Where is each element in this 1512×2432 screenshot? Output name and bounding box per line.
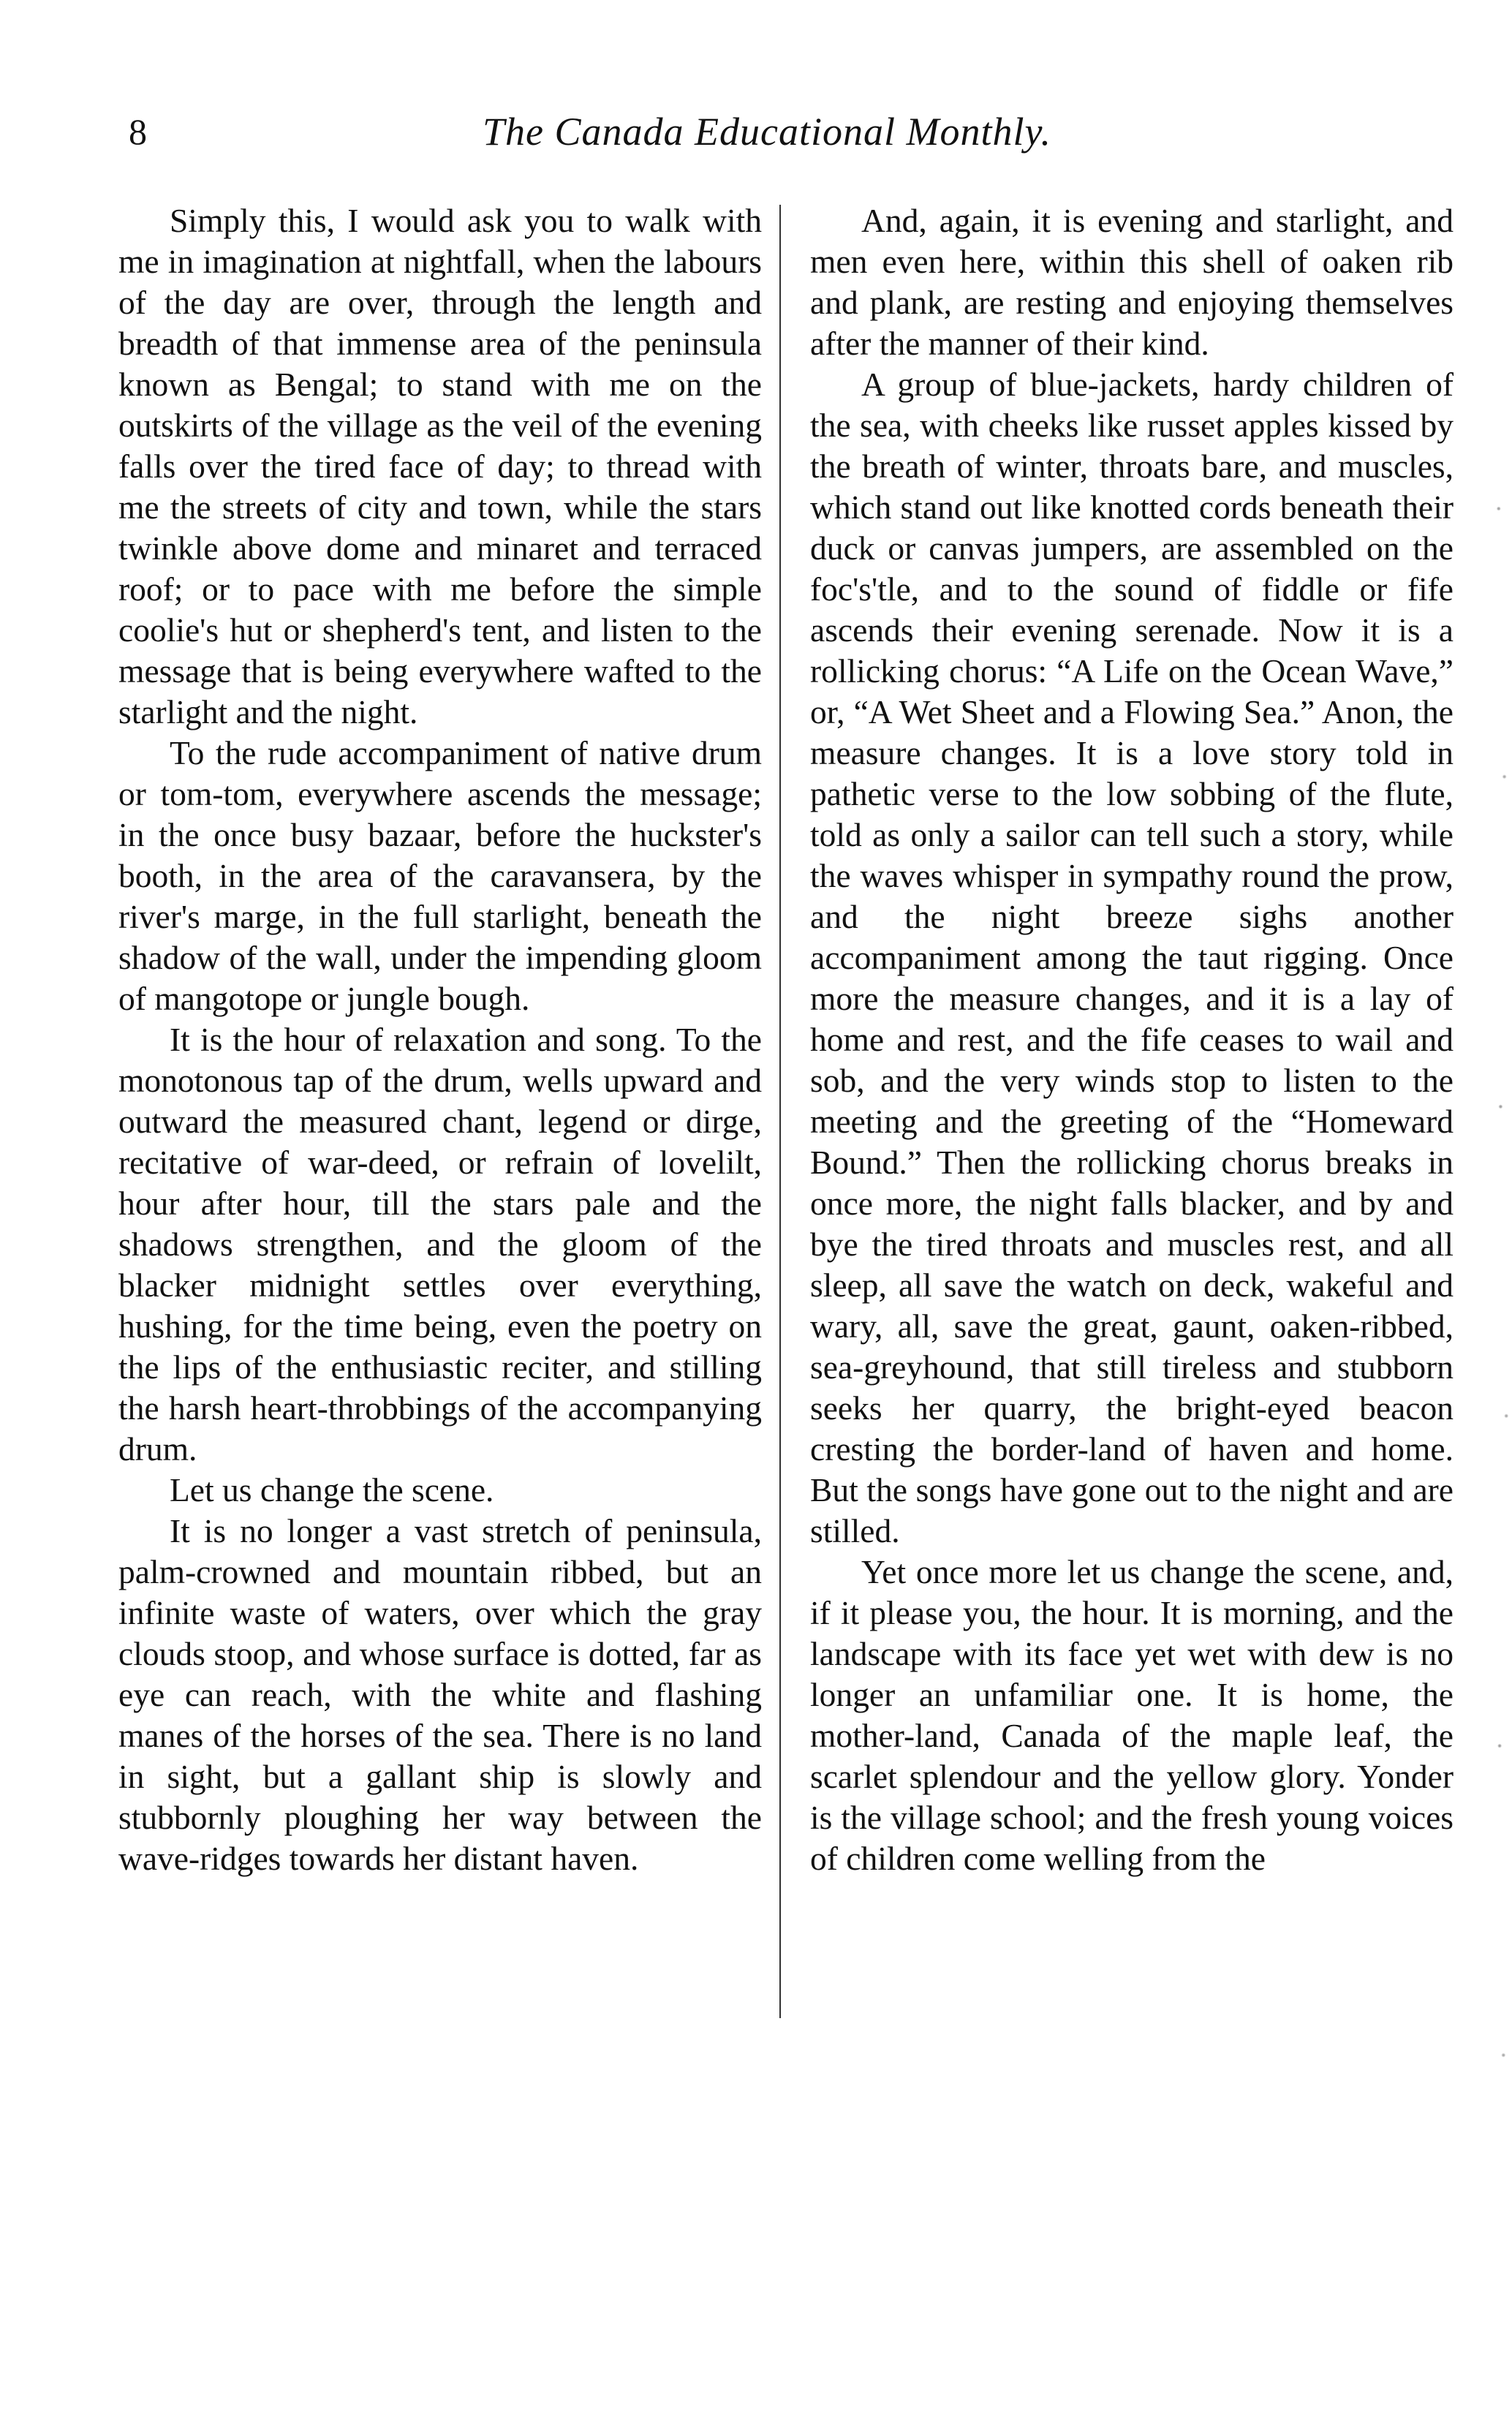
paragraph: Yet once more let us change the scene, and, if it please you, the hour. It is morning, and the landscape with its face yet wet with dew is no longer an unfamiliar one. It is home, the mother-land, Canada of the maple leaf, the scarlet splendour and the yellow glory. Yonder is the village school; and the fresh young voices of children come welling from the [810, 1553, 1454, 1877]
paragraph: A group of blue-jackets, hardy children of the sea, with cheeks like russet apples kissed by the breath of winter, throats bare, and muscles, which stand out like knotted cords beneath their duck or canvas jumpers, are assembled on the foc's'tle, and to the sound of fiddle or fife ascends their evening serenade. Now it is a rollicking chorus: “A Life on the Ocean Wave,” or, “A Wet Sheet and a Flowing Sea.” Anon, the measure changes. It is a love story told in pathetic verse to the low sobbing of the flute, told as only a sailor can tell such a story, while the waves whisper in sympathy round the prow, and the night breeze sighs another accompaniment among the taut rigging. Once more the measure changes, and it is a lay of home and rest, and the fife ceases to wail and sob, and the very winds stop to listen to the meeting and the greeting of the “Homeward Bound.” Then the rollicking chorus breaks in once more, the night falls blacker, and by and bye the tired throats and muscles rest, and all sleep, all save the watch on deck, wakeful and wary, all, save the great, gaunt, oaken-ribbed, sea-greyhound, that still tireless and stubborn seeks her quarry, the bright-eyed beacon cresting the border-land of haven and home. But the songs have gone out to the night and are stilled. [810, 366, 1454, 1549]
column-divider [779, 205, 781, 2018]
running-title: The Canada Educational Monthly. [483, 110, 1051, 154]
scan-edge-noise [1493, 344, 1512, 2406]
paragraph: And, again, it is evening and starlight, and men even here, within this shell of oaken rib and plank, are resting and enjoying themselves after the manner of their kind. [810, 202, 1454, 362]
paragraph: To the rude accompaniment of native drum or tom-tom, everywhere ascends the message; in the once busy bazaar, before the huckster's booth, in the area of the caravansera, by the river's marge, in the full starlight, beneath the shadow of the wall, under the impending gloom of mangotope or jungle bough. [118, 734, 762, 1017]
paragraph: It is the hour of relaxation and song. To the monotonous tap of the drum, wells upward and outward the measured chant, legend or dirge, recitative of war-deed, or refrain of lovelilt, hour after hour, till the stars pale and the shadows strengthen, and the gloom of the blacker midnight settles over everything, hushing, for the time being, even the poetry on the lips of the enthusiastic reciter, and stilling the harsh heart-throbbings of the accompanying drum. [118, 1021, 762, 1468]
right-column [810, 200, 1454, 1879]
paragraph: Let us change the scene. [170, 1471, 494, 1508]
paragraph: It is no longer a vast stretch of peninsula, palm-crowned and mountain ribbed, but an infinite waste of waters, over which the gray clouds stoop, and whose surface is dotted, far as eye can reach, with the white and flashing manes of the horses of the sea. There is no land in sight, but a gallant ship is slowly and stubbornly ploughing her way between the wave-ridges towards her distant haven. [118, 1512, 762, 1877]
paragraph: Simply this, I would ask you to walk with me in imagination at nightfall, when the labours of the day are over, through the length and breadth of that immense area of the peninsula known as Bengal; to stand with me on the outskirts of the village as the veil of the evening falls over the tired face of day; to thread with me the streets of city and town, while the stars twinkle above dome and minaret and terraced roof; or to pace with me before the simple coolie's hut or shepherd's tent, and listen to the message that is being everywhere wafted to the starlight and the night. [118, 202, 762, 730]
left-column [118, 200, 762, 1879]
page-number: 8 [129, 111, 147, 152]
